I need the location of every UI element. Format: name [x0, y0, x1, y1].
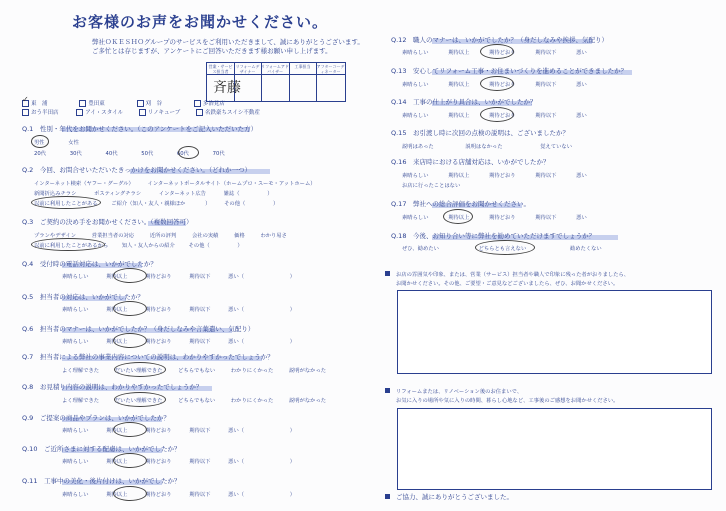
q7-option[interactable]: だいたい理解できた [114, 368, 163, 374]
q10-option[interactable]: 素晴らしい [62, 459, 89, 465]
q10-option[interactable]: 悪い（ [228, 459, 245, 465]
q4-option[interactable]: 悪い（ [228, 274, 245, 280]
square-bullet-icon [385, 388, 390, 393]
q17-option[interactable]: 期待どおり [489, 215, 516, 221]
q2-option[interactable]: インターネット検索（ヤフー・グーグル） [34, 181, 134, 187]
q11-label: Q.11 工事中の美化・後片付けは、いかがでしたか？ [22, 477, 181, 485]
q8-option[interactable]: わかりにくかった [230, 398, 274, 404]
q3-option[interactable]: 以前に利用したことがあるから [34, 243, 109, 249]
answer-circle [31, 238, 105, 251]
answer-circle [480, 76, 514, 91]
q14-label: Q.14 工事の仕上がり具合は、いかがでしたか？ [391, 98, 537, 106]
store-row-2 [22, 108, 260, 116]
q17-option[interactable]: 素晴らしい [402, 215, 429, 221]
stamp-header-after: アフターコーディネーター [316, 64, 345, 74]
q3-option[interactable]: 会社の実績 [191, 233, 219, 239]
q16-option[interactable]: 期待以下 [535, 173, 557, 179]
q8-option[interactable]: どちらでもない [178, 398, 216, 404]
q14-option[interactable]: 期待以下 [535, 113, 557, 119]
q3-option[interactable]: その他（ [188, 243, 210, 249]
q9-option[interactable]: 悪い（ [228, 428, 245, 434]
stamp-header-designer: リフォームデザイナー [235, 64, 260, 74]
q11-option[interactable]: 期待以下 [189, 492, 211, 498]
page-title: お客様のお声をお聞かせください。 [72, 13, 329, 31]
q5-option[interactable]: 期待以下 [189, 307, 211, 313]
square-bullet-icon [385, 494, 390, 499]
q17-option[interactable]: 期待以上 [448, 215, 470, 221]
q4-option[interactable]: 期待以上 [106, 274, 128, 280]
q15-options [402, 142, 572, 150]
q3-label: Q.3 ご契約の決め手をお聞かせください。（複数回答可） [22, 218, 193, 226]
q15-option[interactable]: 覚えていない [540, 144, 572, 150]
free2-line-1: リフォームまたは、リノベーション後のお住まいで、 [396, 389, 523, 395]
answer-circle [31, 135, 49, 148]
q3-option[interactable]: 近所の評判 [149, 233, 177, 239]
q7-option[interactable]: よく理解できた [62, 368, 100, 374]
q16-option[interactable]: 期待以上 [448, 173, 470, 179]
answer-circle [113, 486, 147, 501]
q1-option[interactable]: 50代 [141, 151, 154, 157]
q2-option[interactable]: 以前に利用したことがある [34, 201, 98, 207]
answer-circle [178, 146, 199, 159]
q13-option[interactable]: 期待以下 [535, 82, 557, 88]
stamp-header-sales: 営業・サービス担当者 [208, 64, 233, 74]
q2-paren: ） [273, 201, 279, 207]
q15-label: Q.15 お引渡し時に次回の点検の説明は、ございましたか？ [391, 129, 569, 137]
answer-circle [480, 107, 514, 122]
q2-paren: ） [267, 191, 273, 197]
q2-paren: ） [205, 201, 211, 207]
q11-paren: ） [289, 492, 296, 498]
answer-circle [113, 301, 147, 316]
stamp-header-advisor: リフォームアドバイザー [261, 64, 289, 74]
q13-option[interactable]: 素晴らしい [402, 82, 429, 88]
q2-option[interactable]: 雑誌（ [223, 191, 240, 197]
q4-option[interactable]: 期待以下 [189, 274, 211, 280]
q16-extra[interactable]: お店に行ったことはない [402, 183, 461, 189]
q6-option[interactable]: 悪い（ [228, 339, 245, 345]
q5-option[interactable]: 素晴らしい [62, 307, 89, 313]
answer-circle [31, 196, 101, 209]
check-mark-icon: ✓ [22, 95, 29, 104]
q1-label: Q.1 性別・年代をお聞かせください。（このアンケートをご記入いただいた方） [22, 125, 258, 133]
q10-option[interactable]: 期待どおり [145, 459, 172, 465]
q1-option[interactable]: 60代 [176, 151, 189, 157]
q14-option[interactable]: 期待どおり [489, 113, 516, 119]
store-checkbox[interactable]: おう半田店 [22, 110, 59, 116]
answer-circle [113, 268, 147, 283]
q4-option[interactable]: 期待どおり [145, 274, 172, 280]
q14-option[interactable]: 悪い [576, 113, 587, 119]
square-bullet-icon [385, 271, 390, 276]
q9-paren: ） [289, 428, 296, 434]
answer-circle [113, 453, 147, 468]
q13-label: Q.13 安心してリフォーム工事・お住まいづくりを進めることができましたか？ [391, 67, 628, 75]
q14-option[interactable]: 素晴らしい [402, 113, 429, 119]
q6-options [62, 337, 295, 345]
q2-label: Q.2 今回、お問合せいただいたきっかけをお聞かせください。（どれか一つ） [22, 166, 252, 174]
q2-row-1 [34, 179, 316, 187]
free1-line-1: お店の雰囲気や印象、または、営業（サービス）担当者や職人で印象に残った者がおりましたら、 [396, 272, 630, 278]
q6-paren: ） [289, 339, 296, 345]
q18-option[interactable]: どちらとも言えない [478, 246, 527, 252]
q8-option[interactable]: だいたい理解できた [114, 398, 163, 404]
q2-option[interactable]: ご紹介（知人・友人・親様ほか [111, 201, 186, 207]
q5-paren: ） [289, 307, 296, 313]
q16-label: Q.16 来店時における店舗対応は、いかがでしたか？ [391, 158, 550, 166]
free1-textarea[interactable] [397, 290, 712, 374]
q11-options [62, 490, 295, 498]
q16-option[interactable]: 期待どおり [489, 173, 516, 179]
q7-label: Q.7 担当者による弊社の事業内容についての説明は、わかりやすかったでしょうか？ [22, 353, 274, 361]
q9-options [62, 426, 295, 434]
q10-option[interactable]: 期待以上 [106, 459, 128, 465]
store-checkbox[interactable]: 豊田東 [79, 101, 105, 107]
q8-option[interactable]: 説明がなかった [288, 398, 327, 404]
store-checkbox[interactable]: リノキューブ [139, 110, 180, 116]
answer-circle [114, 392, 166, 407]
answer-circle [443, 209, 473, 224]
q12-label: Q.12 職人のマナーは、いかがでしたか？（身だしなみや挨拶、気配り） [391, 36, 608, 44]
q6-label: Q.6 担当者のマナーは、いかがでしたか？（身だしなみや言葉遣い、気配り） [22, 325, 255, 333]
q10-label: Q.10 ご近所さまに対する配慮は、いかがでしたか？ [22, 445, 181, 453]
q5-options [62, 305, 295, 313]
q9-label: Q.9 ご提案の商品やプランは、いかがでしたか？ [22, 414, 170, 422]
q9-option[interactable]: 素晴らしい [62, 428, 89, 434]
intro-line-1: 弊社ＯＫＥＳＨＯグループのサービスをご利用いただきまして、誠にありがとうございます。 [92, 38, 364, 46]
q12-option[interactable]: 期待以下 [535, 50, 557, 56]
q1-option[interactable]: 20代 [34, 151, 47, 157]
q3-paren: ） [237, 243, 243, 249]
q5-option[interactable]: 悪い（ [228, 307, 245, 313]
q18-option[interactable]: ぜひ、勧めたい [402, 246, 439, 252]
q14-option[interactable]: 期待以上 [448, 113, 470, 119]
q2-option[interactable]: インターネット広告 [158, 191, 207, 197]
store-checkbox[interactable]: 多治見店 [194, 101, 225, 107]
q10-paren: ） [289, 459, 296, 465]
q3-option[interactable]: 営業担当者の対応 [91, 233, 135, 239]
q3-option[interactable]: プランやデザイン [34, 233, 77, 239]
q15-option[interactable]: 説明はなかった [465, 144, 503, 150]
q8-label: Q.8 お見積り内容の説明は、わかりやすかったでしょうか？ [22, 383, 203, 391]
intro-line-2: ご多忙とは存じますが、アンケートにご回答いただきます様お願い申し上げます。 [92, 47, 332, 55]
q3-option[interactable]: わかり易さ [260, 233, 287, 239]
q17-options [402, 213, 587, 221]
q9-option[interactable]: 期待以下 [189, 428, 211, 434]
q1-option[interactable]: 30代 [69, 151, 82, 157]
q5-label: Q.5 担当者の対応は、いかがでしたか？ [22, 293, 144, 301]
q15-option[interactable]: 説明はあった [402, 144, 434, 150]
free1-line-2: お聞かせください。その他、ご要望・ご意見などございましたら、ぜひ、お聞かせください。 [396, 281, 619, 287]
q1-option[interactable]: 女性 [68, 140, 79, 146]
q3-option[interactable]: 知人・友人からの紹介 [121, 243, 175, 249]
q11-option[interactable]: 期待どおり [145, 492, 172, 498]
q18-option[interactable]: 勧めたくない [569, 246, 602, 252]
q1-option[interactable]: 70代 [212, 151, 225, 157]
q7-option[interactable]: 説明がなかった [288, 368, 327, 374]
q1-option[interactable]: 男性 [34, 140, 45, 146]
q13-option[interactable]: 期待どおり [489, 82, 516, 88]
q2-option[interactable]: インターネットポータルサイト（ホームプロ・スーモ・アットホーム） [147, 181, 316, 187]
q16-option[interactable]: 悪い [576, 173, 587, 179]
q11-option[interactable]: 期待以上 [106, 492, 128, 498]
q6-option[interactable]: 素晴らしい [62, 339, 89, 345]
q17-label: Q.17 弊社への総合評価をお聞かせください。 [391, 200, 530, 208]
q4-options [62, 272, 295, 280]
q8-options [62, 396, 326, 404]
q8-option[interactable]: よく理解できた [62, 398, 100, 404]
answer-circle [113, 422, 147, 437]
staff-stamp-table [206, 62, 346, 102]
q9-option[interactable]: 期待どおり [145, 428, 172, 434]
q2-option[interactable]: ポスティングチラシ [94, 191, 142, 197]
q13-option[interactable]: 悪い [576, 82, 587, 88]
q17-option[interactable]: 期待以下 [535, 215, 557, 221]
q10-option[interactable]: 期待以下 [189, 459, 211, 465]
q4-option[interactable]: 素晴らしい [62, 274, 89, 280]
store-checkbox[interactable]: 刈 谷 [137, 101, 163, 107]
q17-option[interactable]: 悪い [576, 215, 587, 221]
q5-option[interactable]: 期待どおり [145, 307, 172, 313]
answer-circle [475, 240, 535, 255]
q2-option[interactable]: その他（ [224, 201, 246, 207]
q13-option[interactable]: 期待以上 [448, 82, 470, 88]
q4-paren: ） [289, 274, 296, 280]
q2-option[interactable]: 新聞折込みチラシ [34, 191, 77, 197]
signature: 斉藤 [213, 80, 241, 96]
stamp-header-construction: 工事担当 [294, 64, 311, 69]
q11-option[interactable]: 素晴らしい [62, 492, 89, 498]
q11-option[interactable]: 悪い（ [228, 492, 245, 498]
q16-options [402, 171, 587, 179]
q10-options [62, 457, 295, 465]
q7-option[interactable]: わかりにくかった [230, 368, 274, 374]
q12-option[interactable]: 素晴らしい [402, 50, 429, 56]
store-checkbox[interactable]: 名鉄豪ちスイシ不動産 [196, 110, 260, 116]
answer-circle [480, 44, 514, 59]
q12-option[interactable]: 期待どおり [489, 50, 516, 56]
free2-textarea[interactable] [397, 408, 712, 490]
q18-label: Q.18 今後、お知り合い等に弊社を勧めていただけますでしょうか？ [391, 232, 596, 240]
q4-label: Q.4 受付時の電話対応は、いかがでしたか？ [22, 260, 157, 268]
q16-option[interactable]: 素晴らしい [402, 173, 429, 179]
q12-option[interactable]: 悪い [576, 50, 587, 56]
q7-options [62, 366, 326, 374]
q12-option[interactable]: 期待以上 [448, 50, 470, 56]
store-checkbox[interactable]: アイ・スタイル [76, 110, 123, 116]
q9-option[interactable]: 期待以上 [106, 428, 128, 434]
answer-circle [113, 333, 147, 348]
q6-option[interactable]: 期待以上 [106, 339, 128, 345]
store-checkbox[interactable]: 東 浦 [22, 101, 48, 107]
q1-option[interactable]: 40代 [105, 151, 118, 157]
q6-option[interactable]: 期待以下 [189, 339, 211, 345]
q6-option[interactable]: 期待どおり [145, 339, 172, 345]
q7-option[interactable]: どちらでもない [178, 368, 216, 374]
free2-line-2: お気に入りの場所や気に入りの時間、暮らし心地など、工事後のご感想をお聞かせください。 [396, 398, 619, 404]
store-row-1 [22, 99, 225, 107]
q3-option[interactable]: 価格 [234, 233, 245, 239]
q5-option[interactable]: 期待以上 [106, 307, 128, 313]
answer-circle [114, 362, 166, 377]
footer-thanks: ご協力、誠にありがとうございました。 [396, 493, 513, 501]
